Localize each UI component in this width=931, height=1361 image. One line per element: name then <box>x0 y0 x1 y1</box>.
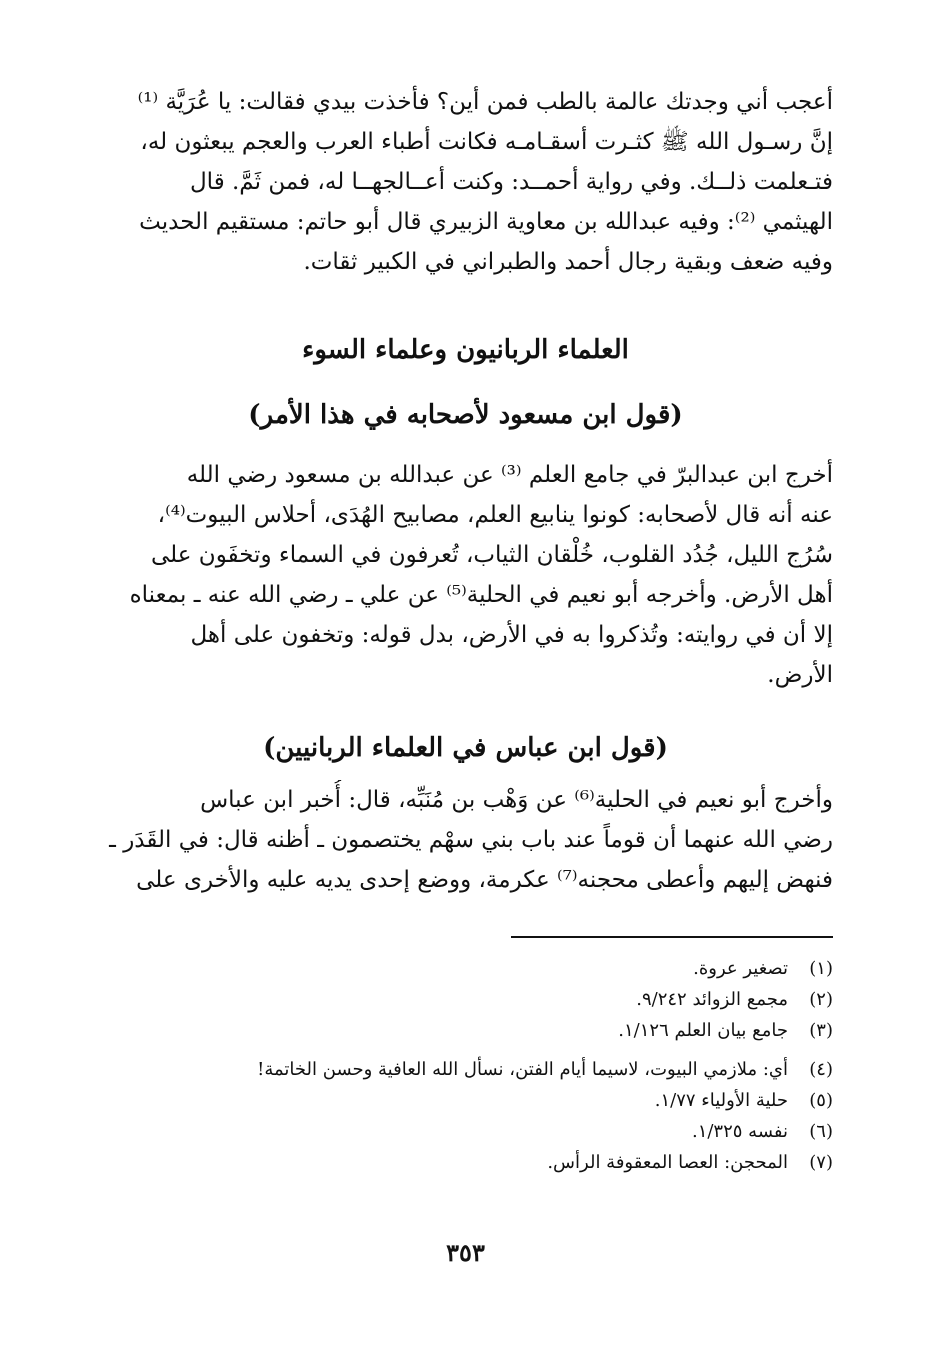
footnote-text: تصغير عروة. <box>693 958 788 979</box>
footnote-number: (٢) <box>809 989 833 1010</box>
footnote-number: (٦) <box>809 1121 833 1142</box>
text-line: رضي الله عنهما أن قوماً عند باب بني سهْم يختصمون ـ أظنه قال: في القَدَر ـ <box>109 827 833 853</box>
paragraph-ibn-masud <box>98 455 833 695</box>
footnote-text: نفسه ١/٣٢٥. <box>691 1121 788 1142</box>
footnote-divider <box>511 936 833 938</box>
paragraph-ibn-abbas <box>98 780 833 900</box>
footnote-number: (٤) <box>809 1059 833 1080</box>
footnote-item <box>98 1085 833 1116</box>
footnote-number: (١) <box>809 958 833 979</box>
footnote-item <box>98 1116 833 1147</box>
footnote-item <box>98 1015 833 1046</box>
subsection-heading: (قول ابن عباس في العلماء الربانيين) <box>263 733 668 763</box>
footnote-number: (٥) <box>809 1090 833 1111</box>
text-line: أخرج ابن عبدالبرّ في جامع العلم ⁽³⁾ عن عبدالله بن مسعود رضي الله <box>186 462 833 488</box>
footnote-text: جامع بيان العلم ١/١٢٦. <box>618 1020 788 1041</box>
page-number: ٣٥٣ <box>446 1238 485 1267</box>
text-line: أعجب أني وجدتك عالمة بالطب فمن أين؟ فأخذت بيدي فقالت: يا عُرَيَّة ⁽¹⁾ <box>137 89 833 115</box>
text-line: فتـعلمت ذلــك. وفي رواية أحمــد: وكنت أعــالجهــا له، فمن ثَمَّ. قال <box>189 169 833 195</box>
section-heading: العلماء الربانيون وعلماء السوء <box>302 335 629 365</box>
paragraph-continuation <box>98 82 833 282</box>
text-line: الهيثمي ⁽²⁾: وفيه عبدالله بن معاوية الزبيري قال أبو حاتم: مستقيم الحديث <box>139 209 833 235</box>
text-line: فنهض إليهم وأعطى محجنه⁽⁷⁾ عكرمة، ووضع إحدى يديه عليه والأخرى على <box>136 867 833 893</box>
footnote-item <box>98 1147 833 1178</box>
footnote-text: أي: ملازمي البيوت، لاسيما أيام الفتن، نسأل الله العافية وحسن الخاتمة! <box>257 1059 788 1080</box>
footnote-text: المحجن: العصا المعقوفة الرأس. <box>547 1152 788 1173</box>
text-line: إلا أن في روايته: وتُذكروا به في الأرض، بدل قوله: وتخفون على أهل <box>190 622 833 648</box>
text-line: سُرُج الليل، جُدُد القلوب، خُلْقان الثياب، تُعرفون في السماء وتخفَون على <box>150 542 833 568</box>
subsection-heading: (قول ابن مسعود لأصحابه في هذا الأمر) <box>248 400 683 430</box>
footnote-item <box>98 984 833 1015</box>
text-line: الأرض. <box>767 662 833 688</box>
text-line: إنَّ رسـول الله ﷺ كثـرت أسقـامـه فكانت أطباء العرب والعجم يبعثون له، <box>140 129 833 155</box>
footnote-text: حلية الأولياء ١/٧٧. <box>654 1090 788 1111</box>
footnote-item <box>98 1054 833 1085</box>
text-line: أهل الأرض. وأخرجه أبو نعيم في الحلية⁽⁵⁾ عن علي ـ رضي الله عنه ـ بمعناه <box>129 582 833 608</box>
footnotes <box>98 953 833 1178</box>
footnote-text: مجمع الزوائد ٩/٢٤٢. <box>636 989 788 1010</box>
footnote-number: (٣) <box>809 1020 833 1041</box>
text-line: وأخرج أبو نعيم في الحلية⁽⁶⁾ عن وَهْب بن مُنَبِّه، قال: أُخبر ابن عباس <box>200 787 833 813</box>
footnote-item <box>98 953 833 984</box>
footnote-spacer <box>98 1046 833 1054</box>
text-line: وفيه ضعف وبقية رجال أحمد والطبراني في الكبير ثقات. <box>303 249 833 275</box>
footnote-number: (٧) <box>809 1152 833 1173</box>
text-line: عنه أنه قال لأصحابه: كونوا ينابيع العلم، مصابيح الهُدَى، أحلاس البيوت⁽⁴⁾، <box>157 502 833 528</box>
